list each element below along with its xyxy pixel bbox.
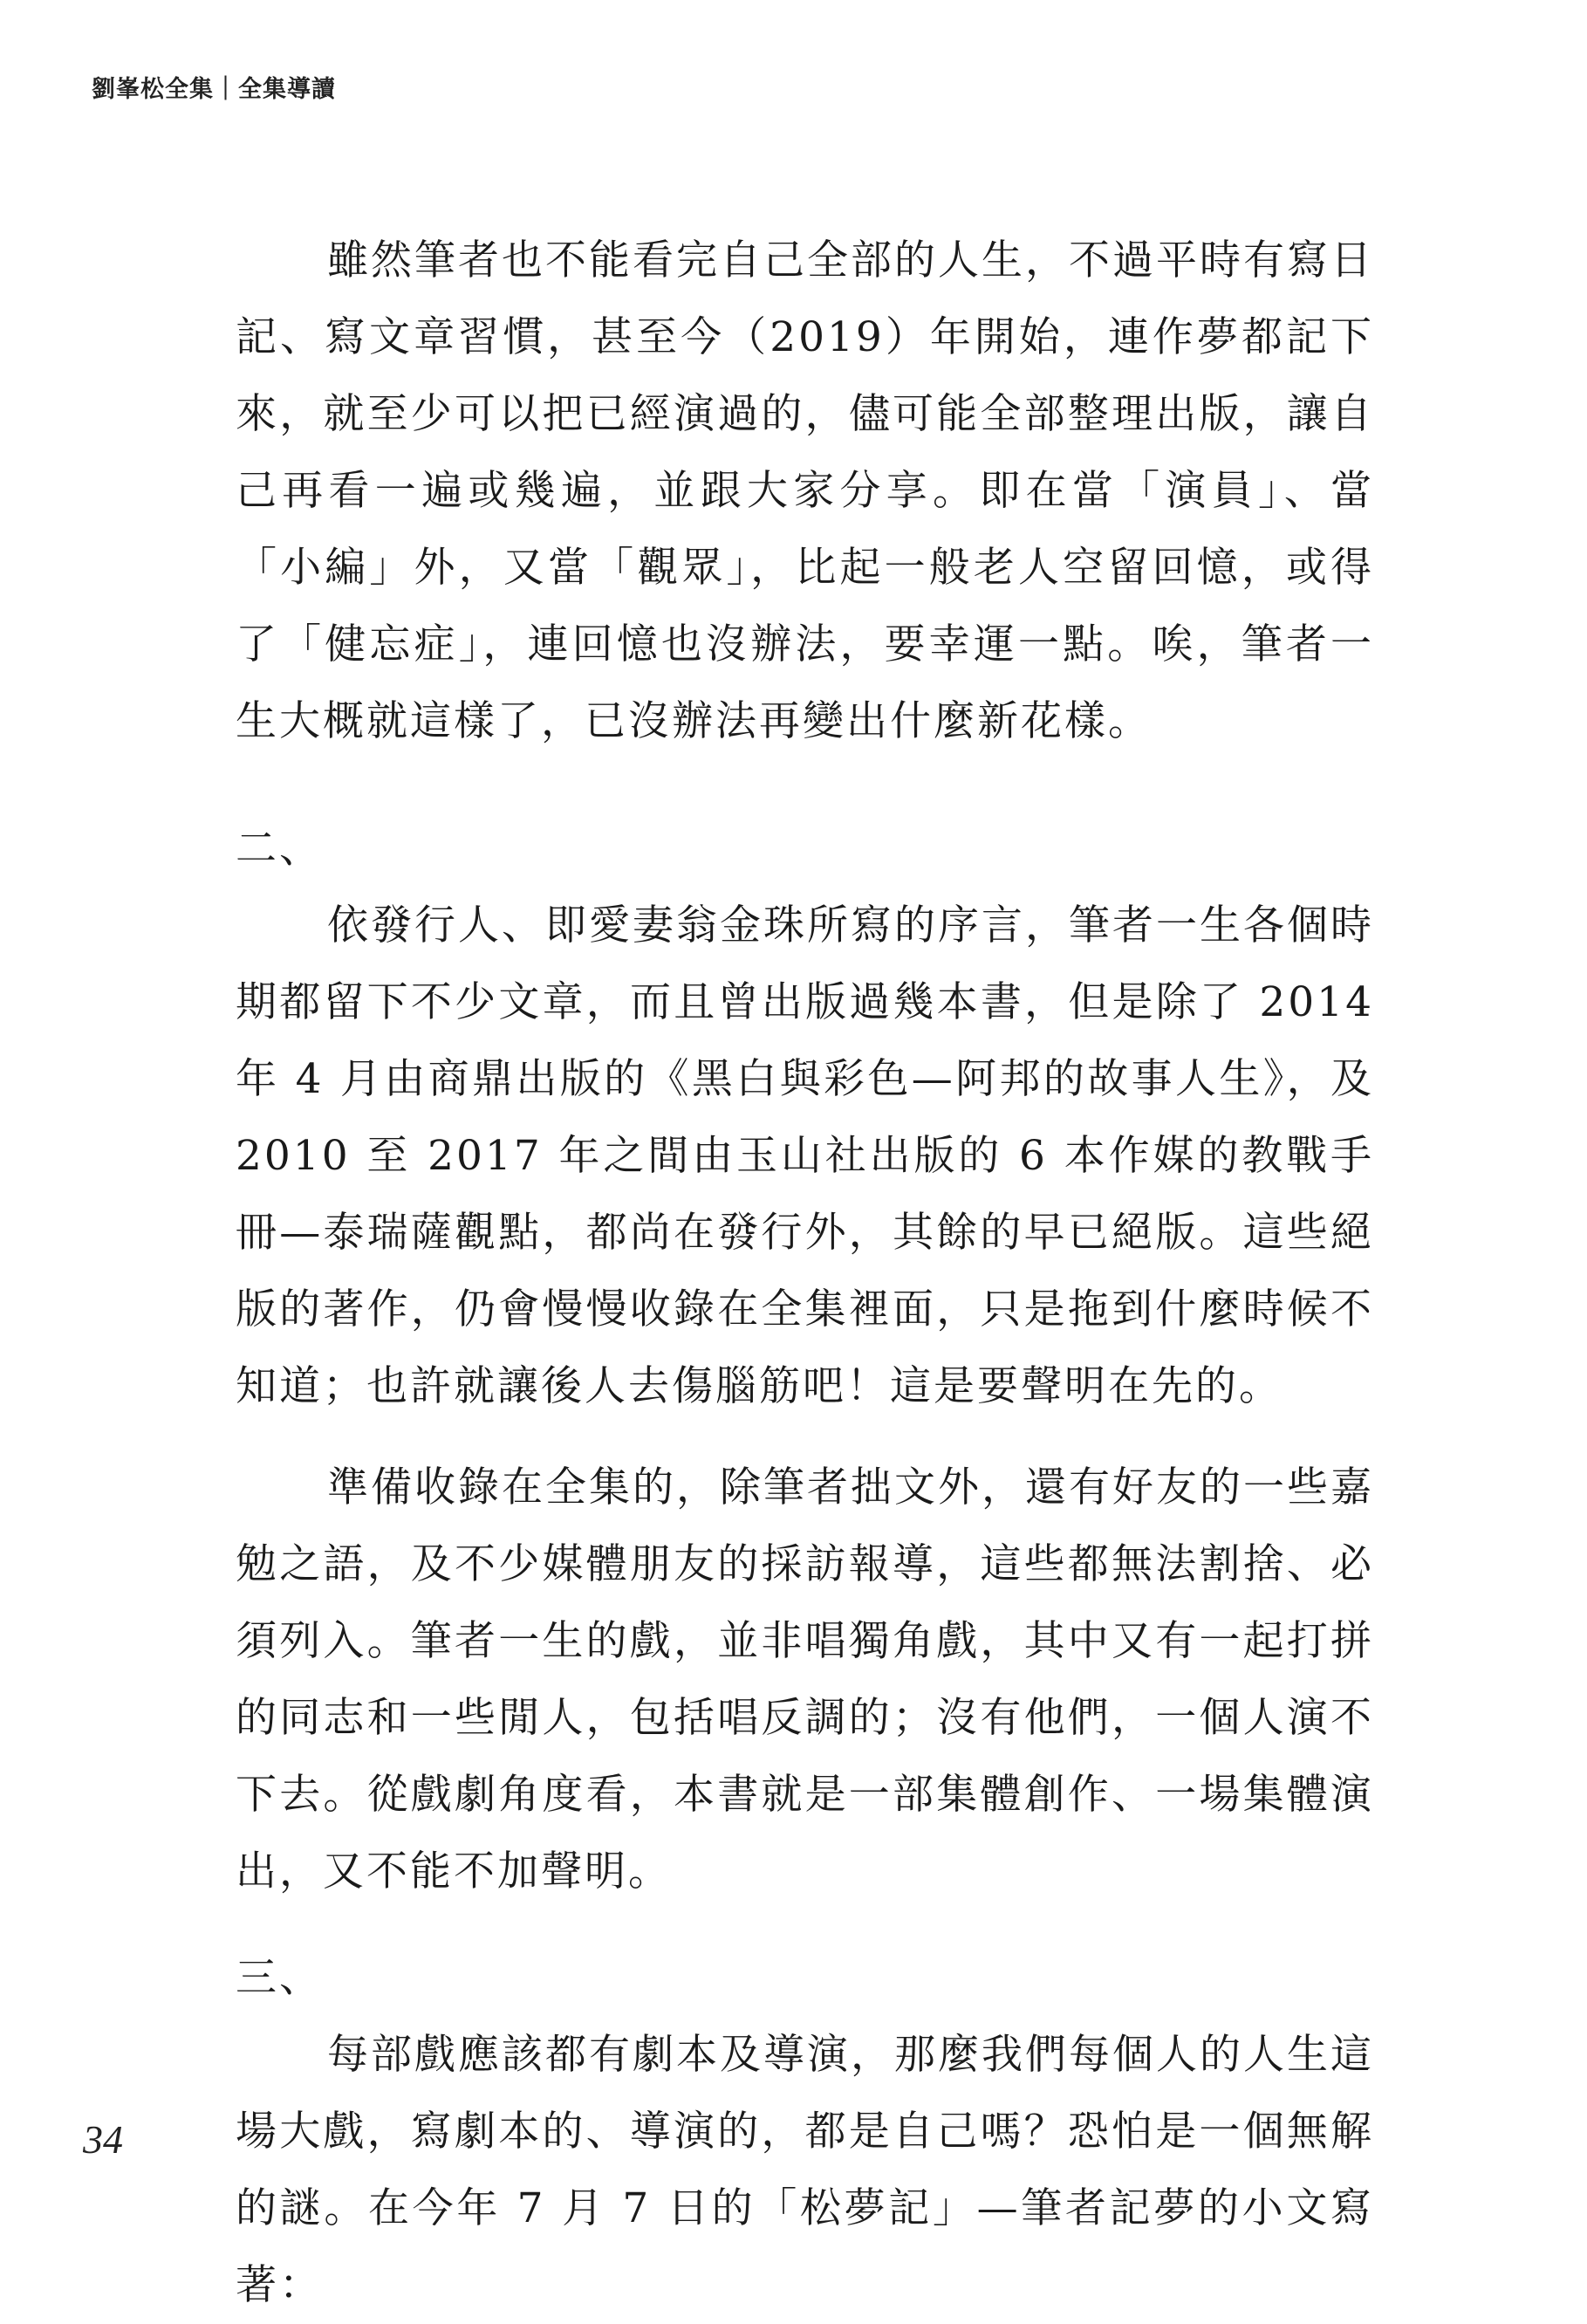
page-number: 34 [83,2117,123,2162]
paragraph-spacer [236,1425,1374,1450]
section-heading-2: 二、 [236,825,323,873]
section-spacer [236,760,1374,811]
paragraph-4: 每部戲應該都有劇本及導演，那麼我們每個人的人生這場大戲，寫劇本的、導演的，都是自己嗎？恐怕是一個無解的謎。在今年 7 月 7 日的「松夢記」—筆者記夢的小文寫著： [236,2031,1374,2309]
body-text [236,223,1374,2324]
running-header: 劉峯松全集｜全集導讀 [92,76,336,103]
section-spacer [236,1910,1374,1940]
paragraph-3: 準備收錄在全集的，除筆者拙文外，還有好友的一些嘉勉之語，及不少媒體朋友的採訪報導，這些都無法割捨、必須列入。筆者一生的戲，並非唱獨角戲，其中又有一起打拼的同志和一些閒人，包括唱反調的；沒有他們，一個人演不下去。從戲劇角度看，本書就是一部集體創作、一場集體演出，又不能不加聲明。 [236,1464,1374,1896]
section-heading-3: 三、 [236,1954,323,2002]
paragraph-2: 依發行人、即愛妻翁金珠所寫的序言，筆者一生各個時期都留下不少文章，而且曾出版過幾本書，但是除了 2014 年 4 月由商鼎出版的《黑白與彩色—阿邦的故事人生》，及 2010 至 2017 年之間由玉山社出版的 6 本作媒的教戰手冊—泰瑞薩觀點，都尚在發行外，其餘的早已絕版。這些絕版的著作，仍會慢慢收錄在全集裡面，只是拖到什麼時候不知道；也許就讓後人去傷腦筋吧！這是要聲明在先的。 [236,901,1374,1410]
paragraph-1: 雖然筆者也不能看完自己全部的人生，不過平時有寫日記、寫文章習慣，甚至今（2019）年開始，連作夢都記下來，就至少可以把已經演過的，儘可能全部整理出版，讓自己再看一遍或幾遍，並跟大家分享。即在當「演員」、當「小編」外，又當「觀眾」，比起一般老人空留回憶，或得了「健忘症」，連回憶也沒辦法，要幸運一點。唉，筆者一生大概就這樣了，已沒辦法再變出什麼新花樣。 [236,237,1374,745]
